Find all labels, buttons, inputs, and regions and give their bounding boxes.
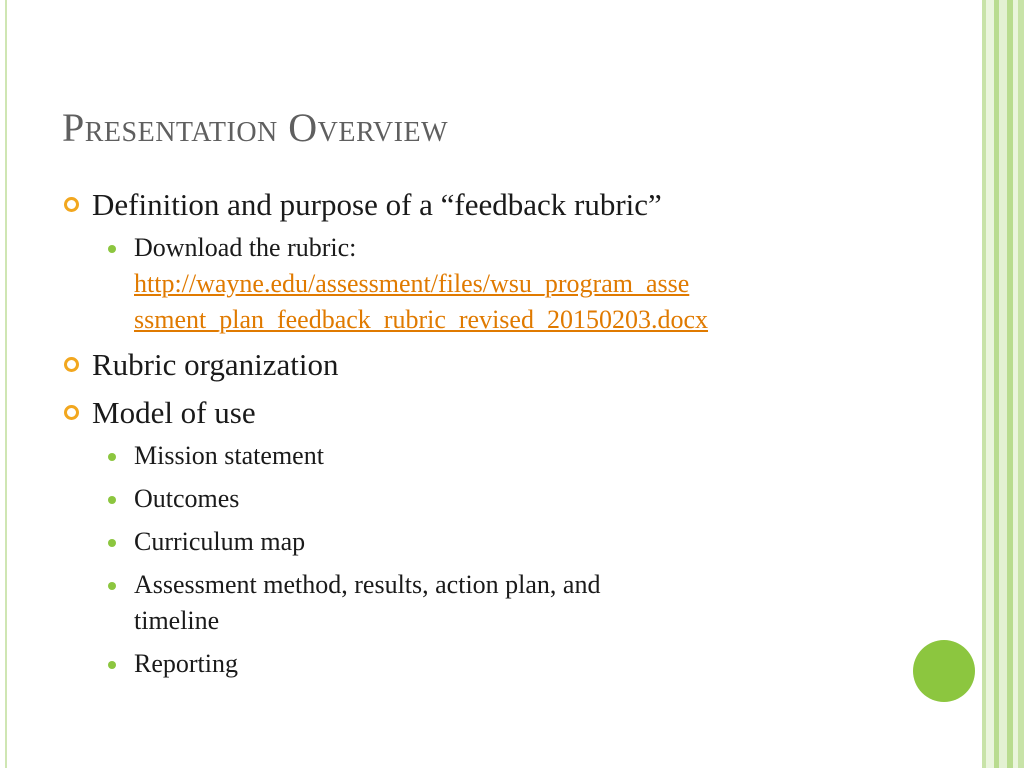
bullet-text: Definition and purpose of a “feedback rubric” [92,187,662,222]
ring-bullet-icon [64,197,79,212]
bullet-item [62,186,892,224]
sub-bullet-item [62,567,892,639]
sub-bullet-text: Outcomes [134,484,240,513]
sub-bullet-text-continued: timeline [134,606,220,635]
sub-bullet-text: Assessment method, results, action plan, and [134,570,601,599]
dot-bullet-icon [108,661,116,669]
rubric-download-link[interactable]: http://wayne.edu/assessment/files/wsu_program_asse ssment_plan_feedback_rubric_revised_20150203.docx [134,269,709,334]
bullet-text: Model of use [92,395,256,430]
sub-bullet-item [62,230,892,338]
slide-content [62,186,892,690]
sub-bullet-text: Curriculum map [134,527,306,556]
ring-bullet-icon [64,357,79,372]
bullet-text: Rubric organization [92,347,339,382]
dot-bullet-icon [108,453,116,461]
decorative-green-circle [913,640,975,702]
right-decorative-stripes [976,0,1024,768]
sub-bullet-list [62,438,892,682]
sub-bullet-item [62,438,892,474]
slide-title: Presentation Overview [62,105,448,150]
sub-bullet-item [62,524,892,560]
sub-bullet-item [62,646,892,682]
sub-bullet-text: Mission statement [134,441,324,470]
dot-bullet-icon [108,582,116,590]
dot-bullet-icon [108,245,116,253]
dot-bullet-icon [108,496,116,504]
left-frame-border [0,0,7,768]
sub-bullet-text: Download the rubric: [134,233,357,262]
sub-bullet-list [62,230,892,338]
bullet-item [62,346,892,384]
bullet-item [62,394,892,432]
ring-bullet-icon [64,405,79,420]
dot-bullet-icon [108,539,116,547]
sub-bullet-item [62,481,892,517]
sub-bullet-text: Reporting [134,649,238,678]
